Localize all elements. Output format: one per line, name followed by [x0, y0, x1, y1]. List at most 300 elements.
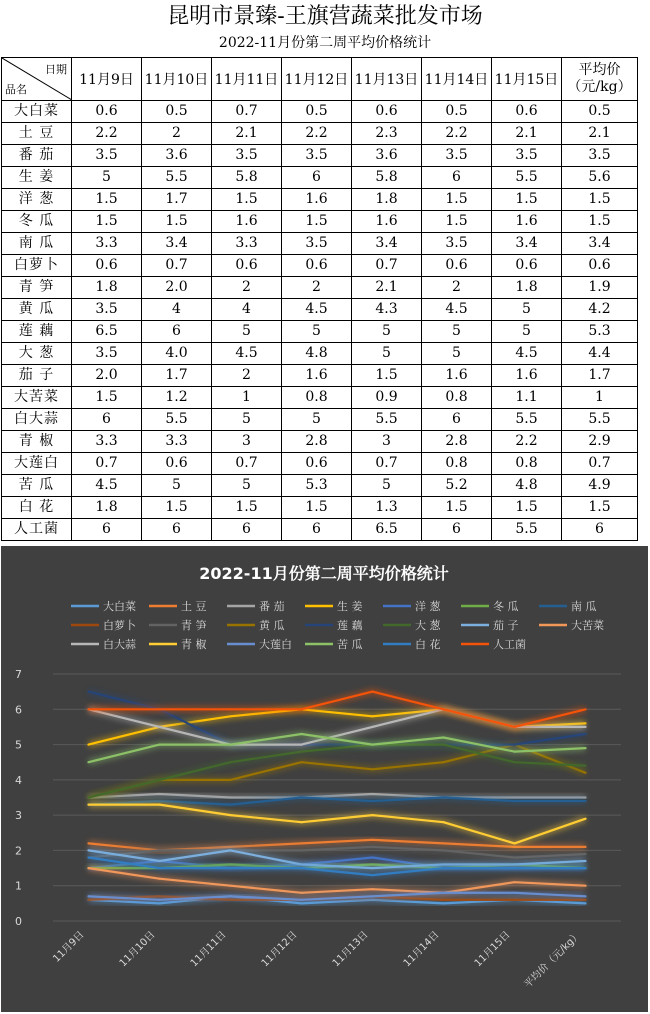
avg-price-cell: 1.5: [562, 211, 638, 233]
price-cell: 5: [282, 409, 352, 431]
data-point: [371, 768, 373, 770]
vegetable-name-cell: 土 豆: [2, 123, 72, 145]
price-cell: 5: [142, 475, 212, 497]
price-cell: 1.3: [352, 497, 422, 519]
legend-item: 白萝卜: [103, 619, 136, 632]
data-point: [513, 867, 515, 869]
table-row: [2, 453, 638, 475]
price-cell: 3.4: [352, 233, 422, 255]
price-cell: 3.5: [282, 233, 352, 255]
data-point: [229, 744, 231, 746]
data-point: [87, 842, 89, 844]
price-cell: 5: [422, 343, 492, 365]
data-point: [584, 726, 586, 728]
data-point: [300, 821, 302, 823]
table-row: [2, 365, 638, 387]
data-point: [584, 747, 586, 749]
price-cell: 0.7: [72, 453, 142, 475]
data-point: [584, 818, 586, 820]
x-tick-label: 11月11日: [188, 929, 229, 970]
table-row: [2, 145, 638, 167]
vegetable-name-cell: 白萝卜: [2, 255, 72, 277]
data-point: [371, 867, 373, 869]
data-point: [371, 715, 373, 717]
table-row: [2, 497, 638, 519]
price-cell: 3.5: [492, 145, 562, 167]
data-point: [584, 895, 586, 897]
price-cell: 6: [282, 167, 352, 189]
price-cell: 3.3: [72, 233, 142, 255]
price-cell: 6: [142, 321, 212, 343]
price-cell: 3.5: [212, 145, 282, 167]
data-point: [229, 779, 231, 781]
price-cell: 2: [422, 277, 492, 299]
price-cell: 5.5: [492, 409, 562, 431]
legend-item: 冬 瓜: [493, 600, 519, 613]
corner-date-label: 日期: [45, 63, 67, 76]
y-tick-label: 7: [15, 668, 22, 681]
data-point: [300, 849, 302, 851]
column-header: 11月11日: [212, 58, 282, 101]
data-point: [442, 899, 444, 901]
data-point: [371, 744, 373, 746]
column-header: 11月9日: [72, 58, 142, 101]
data-point: [442, 708, 444, 710]
price-cell: 1.5: [422, 189, 492, 211]
price-cell: 1.5: [142, 211, 212, 233]
price-cell: 1.6: [492, 211, 562, 233]
vegetable-name-cell: 莲 藕: [2, 321, 72, 343]
avg-price-cell: 1: [562, 387, 638, 409]
price-cell: 4.3: [352, 299, 422, 321]
price-cell: 6: [422, 409, 492, 431]
price-cell: 4: [142, 299, 212, 321]
data-point: [158, 779, 160, 781]
data-point: [158, 744, 160, 746]
vegetable-name-cell: 青 椒: [2, 431, 72, 453]
price-cell: 5: [282, 321, 352, 343]
vegetable-name-cell: 白 花: [2, 497, 72, 519]
price-cell: 4.5: [422, 299, 492, 321]
vegetable-name-cell: 南 瓜: [2, 233, 72, 255]
price-cell: 2.2: [282, 123, 352, 145]
data-point: [158, 804, 160, 806]
price-cell: 0.6: [72, 101, 142, 123]
price-cell: 4.0: [142, 343, 212, 365]
data-point: [300, 796, 302, 798]
price-cell: 1.7: [142, 189, 212, 211]
line-chart: [1, 546, 648, 1012]
price-cell: 5: [492, 299, 562, 321]
table-row: [2, 409, 638, 431]
price-cell: 1.6: [492, 365, 562, 387]
avg-price-cell: 2.1: [562, 123, 638, 145]
vegetable-name-cell: 大莲白: [2, 453, 72, 475]
page-title: 昆明市景臻-王旗营蔬菜批发市场: [167, 4, 483, 29]
data-point: [442, 796, 444, 798]
avg-header-line: （元/kg）: [567, 79, 632, 95]
table-row: [2, 189, 638, 211]
column-header: 11月14日: [422, 58, 492, 101]
data-point: [87, 761, 89, 763]
column-header: 11月10日: [142, 58, 212, 101]
legend-item: 土 豆: [181, 600, 207, 613]
data-point: [229, 708, 231, 710]
price-cell: 6.5: [72, 321, 142, 343]
data-point: [87, 691, 89, 693]
legend-item: 白大蒜: [103, 638, 136, 651]
y-tick-label: 2: [15, 844, 22, 858]
price-cell: 3.6: [352, 145, 422, 167]
data-point: [371, 839, 373, 841]
price-cell: 2: [212, 277, 282, 299]
legend-item: 苦 瓜: [337, 638, 363, 651]
avg-price-cell: 1.5: [562, 189, 638, 211]
price-cell: 5.5: [352, 409, 422, 431]
data-point: [371, 814, 373, 816]
data-point: [513, 856, 515, 858]
price-cell: 1.1: [492, 387, 562, 409]
price-cell: 5: [352, 475, 422, 497]
vegetable-name-cell: 番 茄: [2, 145, 72, 167]
price-cell: 3.3: [72, 431, 142, 453]
legend-item: 洋 葱: [415, 600, 441, 613]
data-point: [513, 751, 515, 753]
price-cell: 3: [352, 431, 422, 453]
data-point: [371, 726, 373, 728]
price-cell: 5.5: [492, 167, 562, 189]
data-point: [300, 751, 302, 753]
price-cell: 3: [212, 431, 282, 453]
price-cell: 2: [212, 365, 282, 387]
price-cell: 0.6: [212, 255, 282, 277]
price-cell: 0.6: [282, 453, 352, 475]
data-point: [442, 849, 444, 851]
price-cell: 0.5: [422, 101, 492, 123]
table-row: [2, 387, 638, 409]
data-point: [513, 842, 515, 844]
data-point: [584, 846, 586, 848]
price-cell: 4.5: [212, 343, 282, 365]
data-point: [87, 895, 89, 897]
data-point: [584, 765, 586, 767]
price-cell: 1.6: [352, 211, 422, 233]
data-point: [371, 874, 373, 876]
vegetable-name-cell: 人工菌: [2, 519, 72, 541]
data-point: [442, 842, 444, 844]
price-cell: 5: [492, 321, 562, 343]
data-point: [229, 715, 231, 717]
data-point: [87, 708, 89, 710]
price-cell: 0.7: [352, 255, 422, 277]
y-tick-label: 3: [15, 809, 22, 823]
data-point: [87, 744, 89, 746]
price-cell: 4.5: [492, 343, 562, 365]
price-cell: 1.5: [422, 497, 492, 519]
legend-item: 黄 瓜: [259, 619, 285, 632]
data-point: [371, 888, 373, 890]
avg-price-cell: 0.5: [562, 101, 638, 123]
data-point: [158, 793, 160, 795]
data-point: [158, 878, 160, 880]
x-tick-label: 11月14日: [401, 929, 442, 970]
price-cell: 5: [72, 167, 142, 189]
price-cell: 0.8: [492, 453, 562, 475]
price-cell: 6: [422, 167, 492, 189]
data-point: [229, 814, 231, 816]
price-cell: 1.5: [282, 497, 352, 519]
data-point: [442, 744, 444, 746]
data-point: [584, 853, 586, 855]
data-point: [229, 804, 231, 806]
data-point: [229, 761, 231, 763]
price-cell: 0.6: [352, 101, 422, 123]
price-cell: 3.3: [142, 431, 212, 453]
price-cell: 6: [282, 519, 352, 541]
data-point: [87, 867, 89, 869]
price-cell: 4: [212, 299, 282, 321]
table-row: [2, 343, 638, 365]
table-row: [2, 233, 638, 255]
avg-price-cell: 4.4: [562, 343, 638, 365]
price-cell: 4.5: [282, 299, 352, 321]
price-cell: 6: [142, 519, 212, 541]
data-point: [87, 856, 89, 858]
price-cell: 2: [282, 277, 352, 299]
price-cell: 1.5: [492, 497, 562, 519]
price-cell: 1.8: [72, 497, 142, 519]
legend-item: 大莲白: [259, 638, 292, 651]
price-cell: 1.5: [422, 211, 492, 233]
price-cell: 1.6: [422, 365, 492, 387]
legend-item: 生 姜: [337, 600, 363, 613]
price-cell: 2.2: [72, 123, 142, 145]
table-row: [2, 475, 638, 497]
vegetable-name-cell: 生 姜: [2, 167, 72, 189]
data-point: [513, 761, 515, 763]
price-cell: 1.5: [72, 387, 142, 409]
data-point: [584, 733, 586, 735]
avg-price-cell: 1.5: [562, 497, 638, 519]
price-cell: 0.7: [212, 101, 282, 123]
legend-item: 白 花: [415, 638, 441, 651]
vegetable-name-cell: 大白菜: [2, 101, 72, 123]
data-point: [513, 892, 515, 894]
table-row: [2, 123, 638, 145]
data-point: [158, 726, 160, 728]
column-header: 11月15日: [492, 58, 562, 101]
price-cell: 3.5: [422, 145, 492, 167]
price-cell: 2.2: [422, 123, 492, 145]
price-cell: 5.8: [352, 167, 422, 189]
data-point: [442, 867, 444, 869]
price-cell: 0.7: [212, 453, 282, 475]
price-cell: 5: [212, 321, 282, 343]
data-point: [371, 846, 373, 848]
price-cell: 2.1: [492, 123, 562, 145]
data-point: [300, 761, 302, 763]
price-cell: 1.8: [492, 277, 562, 299]
table-row: [2, 431, 638, 453]
table-header-row: [2, 58, 638, 101]
price-cell: 5: [352, 343, 422, 365]
y-tick-label: 0: [15, 915, 22, 928]
vegetable-name-cell: 黄 瓜: [2, 299, 72, 321]
legend-item: 人工菌: [493, 638, 526, 651]
price-table: [1, 57, 638, 541]
data-point: [371, 895, 373, 897]
price-cell: 2.8: [282, 431, 352, 453]
vegetable-name-cell: 青 笋: [2, 277, 72, 299]
price-cell: 1.8: [72, 277, 142, 299]
price-cell: 5.3: [282, 475, 352, 497]
column-header: 11月12日: [282, 58, 352, 101]
page-subtitle: 2022-11月份第二周平均价格统计: [218, 35, 432, 51]
data-point: [513, 899, 515, 901]
data-point: [158, 849, 160, 851]
corner-header-cell: [2, 58, 72, 101]
column-header: 11月13日: [352, 58, 422, 101]
table-row: [2, 519, 638, 541]
chart-title: 2022-11月份第二周平均价格统计: [199, 564, 449, 583]
legend-item: 茄 子: [493, 619, 519, 632]
price-cell: 1.5: [352, 365, 422, 387]
avg-price-header: [562, 58, 638, 101]
price-cell: 5: [352, 321, 422, 343]
data-point: [158, 899, 160, 901]
price-cell: 6: [72, 409, 142, 431]
price-cell: 0.8: [282, 387, 352, 409]
avg-price-cell: 0.7: [562, 453, 638, 475]
avg-price-cell: 1.7: [562, 365, 638, 387]
legend-item: 莲 藕: [337, 619, 363, 632]
price-cell: 6: [212, 519, 282, 541]
data-point: [300, 708, 302, 710]
x-tick-label: 11月10日: [117, 929, 158, 970]
legend-item: 大白菜: [103, 600, 136, 613]
series-line: [89, 805, 586, 844]
avg-price-cell: 5.5: [562, 409, 638, 431]
vegetable-name-cell: 大 葱: [2, 343, 72, 365]
price-cell: 3.5: [282, 145, 352, 167]
price-cell: 1.2: [142, 387, 212, 409]
price-cell: 3.3: [212, 233, 282, 255]
data-point: [513, 726, 515, 728]
vegetable-name-cell: 白大蒜: [2, 409, 72, 431]
data-point: [87, 849, 89, 851]
table-row: [2, 167, 638, 189]
price-cell: 3.5: [72, 343, 142, 365]
data-point: [229, 849, 231, 851]
legend-item: 南 瓜: [571, 600, 597, 613]
data-point: [158, 867, 160, 869]
data-point: [300, 892, 302, 894]
price-cell: 1.6: [282, 365, 352, 387]
price-cell: 1.7: [142, 365, 212, 387]
data-point: [442, 736, 444, 738]
table-row: [2, 211, 638, 233]
price-cell: 1.6: [282, 189, 352, 211]
y-tick-label: 1: [15, 879, 22, 893]
avg-price-cell: 1.9: [562, 277, 638, 299]
price-cell: 5: [422, 321, 492, 343]
data-point: [371, 793, 373, 795]
price-cell: 5.5: [142, 167, 212, 189]
data-point: [513, 744, 515, 746]
avg-price-cell: 3.4: [562, 233, 638, 255]
price-cell: 4.8: [282, 343, 352, 365]
corner-name-label: 品名: [5, 83, 27, 96]
price-cell: 0.6: [422, 255, 492, 277]
data-point: [300, 744, 302, 746]
x-tick-label: 11月13日: [330, 929, 371, 970]
data-point: [229, 796, 231, 798]
price-cell: 3.6: [142, 145, 212, 167]
price-cell: 3.4: [492, 233, 562, 255]
data-point: [229, 885, 231, 887]
table-row: [2, 101, 638, 123]
price-cell: 3.4: [142, 233, 212, 255]
data-point: [584, 800, 586, 802]
data-point: [584, 867, 586, 869]
price-cell: 0.6: [492, 101, 562, 123]
avg-price-cell: 4.9: [562, 475, 638, 497]
data-point: [158, 860, 160, 862]
price-cell: 3.5: [72, 145, 142, 167]
price-cell: 1.5: [492, 189, 562, 211]
price-cell: 5.2: [422, 475, 492, 497]
avg-header-line: 平均价: [578, 62, 621, 78]
price-cell: 6: [422, 519, 492, 541]
data-point: [442, 821, 444, 823]
x-tick-label: 11月12日: [259, 929, 300, 970]
price-cell: 0.6: [142, 453, 212, 475]
data-point: [87, 804, 89, 806]
price-cell: 1.5: [72, 211, 142, 233]
data-point: [300, 867, 302, 869]
avg-price-cell: 4.2: [562, 299, 638, 321]
price-cell: 5: [212, 475, 282, 497]
data-point: [371, 691, 373, 693]
price-cell: 4.5: [72, 475, 142, 497]
legend-item: 大苦菜: [571, 619, 604, 632]
price-cell: 1.5: [212, 189, 282, 211]
data-point: [513, 800, 515, 802]
price-cell: 5.5: [492, 519, 562, 541]
data-point: [158, 708, 160, 710]
avg-price-cell: 6: [562, 519, 638, 541]
price-cell: 6.5: [352, 519, 422, 541]
vegetable-name-cell: 茄 子: [2, 365, 72, 387]
price-cell: 6: [72, 519, 142, 541]
data-point: [442, 761, 444, 763]
vegetable-name-cell: 洋 葱: [2, 189, 72, 211]
table-row: [2, 321, 638, 343]
legend-item: 大 葱: [415, 619, 441, 632]
data-point: [300, 842, 302, 844]
price-cell: 0.7: [352, 453, 422, 475]
data-point: [229, 867, 231, 869]
avg-price-cell: 2.9: [562, 431, 638, 453]
data-point: [584, 885, 586, 887]
price-cell: 0.8: [422, 387, 492, 409]
table-row: [2, 299, 638, 321]
vegetable-name-cell: 冬 瓜: [2, 211, 72, 233]
price-cell: 0.5: [142, 101, 212, 123]
price-cell: 0.6: [72, 255, 142, 277]
table-row: [2, 277, 638, 299]
legend-item: 青 椒: [181, 638, 207, 651]
